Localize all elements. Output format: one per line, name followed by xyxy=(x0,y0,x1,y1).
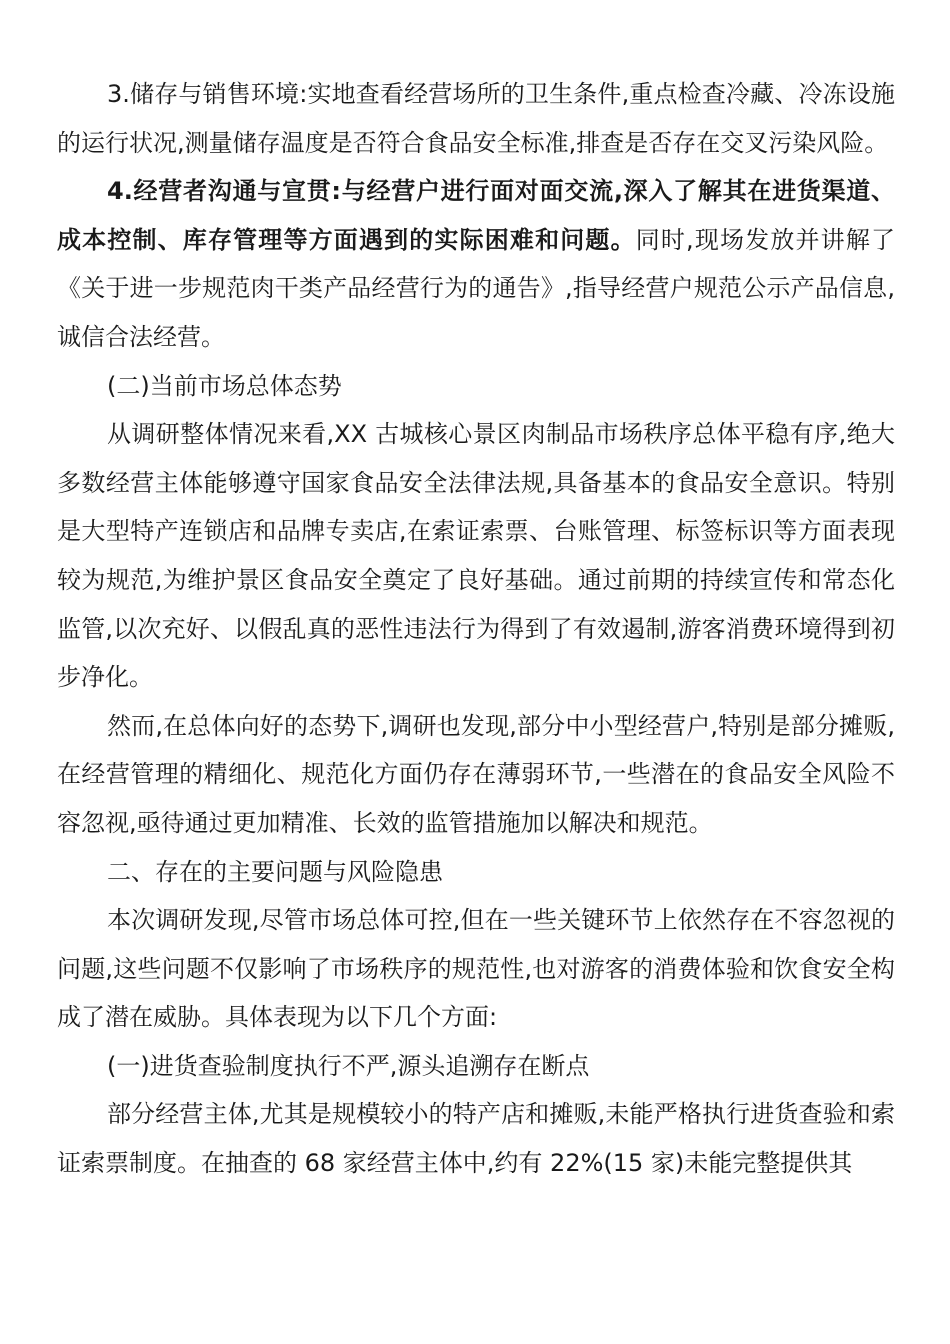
paragraph-operator-communication xyxy=(57,167,895,361)
paragraph-body-text: 同时,现场发放并讲解了《关于进一步规范肉干类产品经营行为的通告》,指导经营户规范公示产品信息,诚信合法经营。 xyxy=(57,225,895,351)
paragraph-bold-lead: 4.经营者沟通与宣贯:与经营户进行面对面交流,深入了解其在进货渠道、成本控制、库存管理等方面遇到的实际困难和问题。 xyxy=(57,177,895,254)
document-page xyxy=(57,70,895,1188)
subheading-inspection-system: (一)进货查验制度执行不严,源头追溯存在断点 xyxy=(107,1051,590,1080)
paragraph-storage-environment: 3.储存与销售环境:实地查看经营场所的卫生条件,重点检查冷藏、冷冻设施的运行状况,测量储存温度是否符合食品安全标准,排查是否存在交叉污染风险。 xyxy=(57,80,895,157)
paragraph-weak-links: 然而,在总体向好的态势下,调研也发现,部分中小型经营户,特别是部分摊贩,在经营管理的精细化、规范化方面仍存在薄弱环节,一些潜在的食品安全风险不容忽视,亟待通过更加精准、长效的监管措施加以解决和规范。 xyxy=(57,711,895,837)
paragraph-inspection-details: 部分经营主体,尤其是规模较小的特产店和摊贩,未能严格执行进货查验和索证索票制度。在抽查的 68 家经营主体中,约有 22%(15 家)未能完整提供其 xyxy=(57,1100,895,1178)
heading-main-problems: 二、存在的主要问题与风险隐患 xyxy=(107,857,443,886)
paragraph-problems-intro: 本次调研发现,尽管市场总体可控,但在一些关键环节上依然存在不容忽视的问题,这些问题不仅影响了市场秩序的规范性,也对游客的消费体验和饮食安全构成了潜在威胁。具体表现为以下几个方面: xyxy=(57,906,895,1032)
subheading-market-situation: (二)当前市场总体态势 xyxy=(107,371,342,400)
paragraph-overall-situation: 从调研整体情况来看,XX 古城核心景区肉制品市场秩序总体平稳有序,绝大多数经营主体能够遵守国家食品安全法律法规,具备基本的食品安全意识。特别是大型特产连锁店和品牌专卖店,在索证索票、台账管理、标签标识等方面表现较为规范,为维护景区食品安全奠定了良好基础。通过前期的持续宣传和常态化监管,以次充好、以假乱真的恶性违法行为得到了有效遏制,游客消费环境得到初步净化。 xyxy=(57,420,895,692)
